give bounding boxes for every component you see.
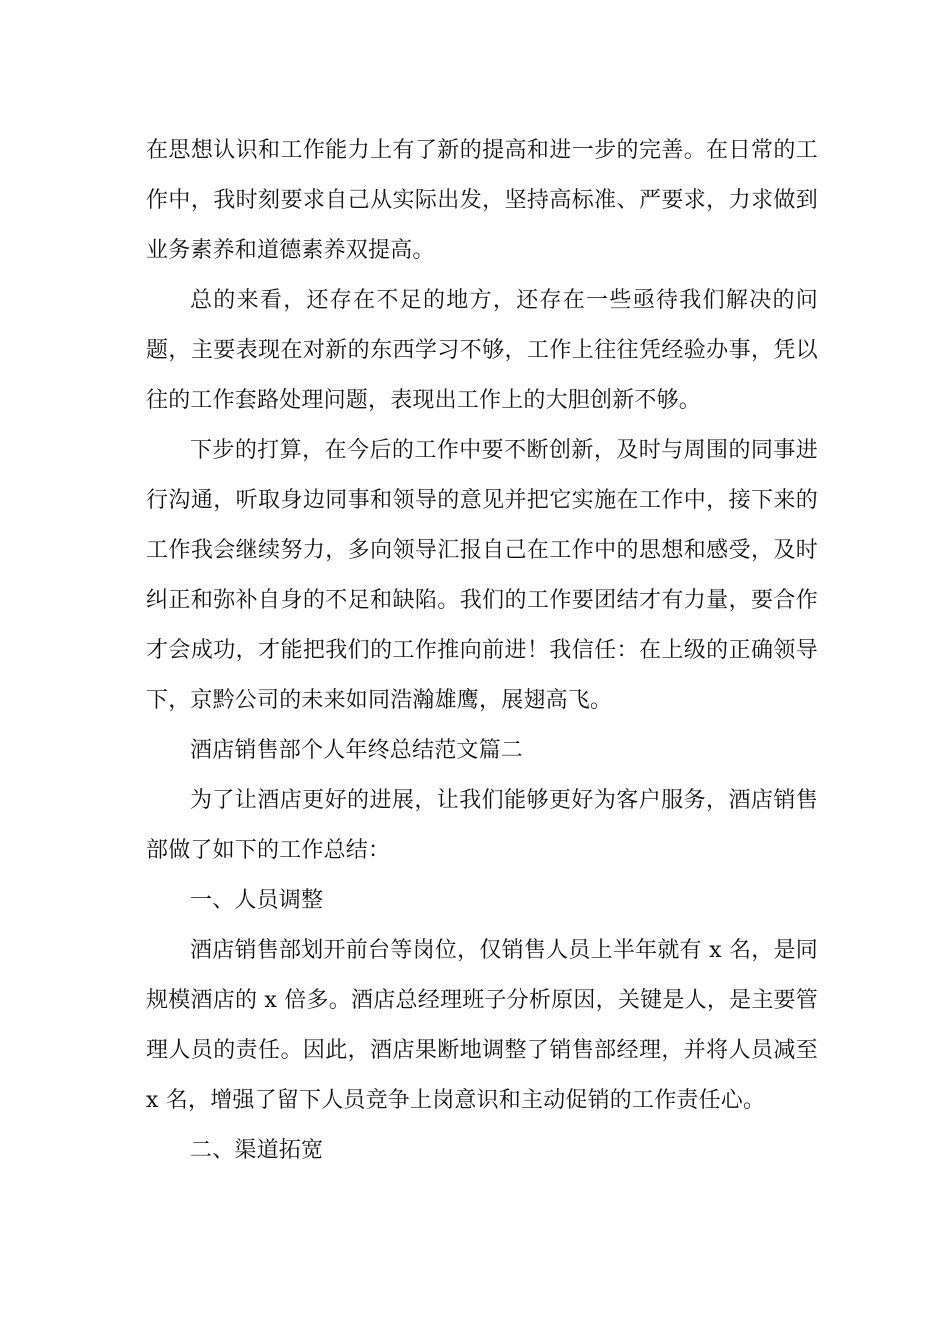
document-body xyxy=(146,126,818,1176)
heading-2: 二、渠道拓宽 xyxy=(190,1138,324,1163)
paragraph-2: 总的来看，还存在不足的地方，还存在一些亟待我们解决的问题，主要表现在对新的东西学习不够，工作上往往凭经验办事，凭以往的工作套路处理问题，表现出工作上的大胆创新不够。 xyxy=(146,288,818,413)
paragraph-1: 在思想认识和工作能力上有了新的提高和进一步的完善。在日常的工作中，我时刻要求自己从实际出发，坚持高标准、严要求，力求做到业务素养和道德素养双提高。 xyxy=(146,138,818,263)
paragraph-3: 下步的打算，在今后的工作中要不断创新，及时与周围的同事进行沟通，听取身边同事和领导的意见并把它实施在工作中，接下来的工作我会继续努力，多向领导汇报自己在工作中的思想和感受，及时纠正和弥补自身的不足和缺陷。我们的工作要团结才有力量，要合作才会成功，才能把我们的工作推向前进！我信任：在上级的正确领导下，京黔公司的未来如同浩瀚雄鹰，展翅高飞。 xyxy=(146,438,818,713)
section-title: 酒店销售部个人年终总结范文篇二 xyxy=(190,738,524,763)
paragraph-7: 酒店销售部划开前台等岗位，仅销售人员上半年就有 x 名，是同规模酒店的 x 倍多。酒店总经理班子分析原因，关键是人，是主要管理人员的责任。因此，酒店果断地调整了销售部经理，并将人员减至 x 名，增强了留下人员竞争上岗意识和主动促销的工作责任心。 xyxy=(146,938,818,1113)
paragraph-5: 为了让酒店更好的进展，让我们能够更好为客户服务，酒店销售部做了如下的工作总结： xyxy=(146,788,818,863)
heading-1: 一、人员调整 xyxy=(190,888,324,913)
